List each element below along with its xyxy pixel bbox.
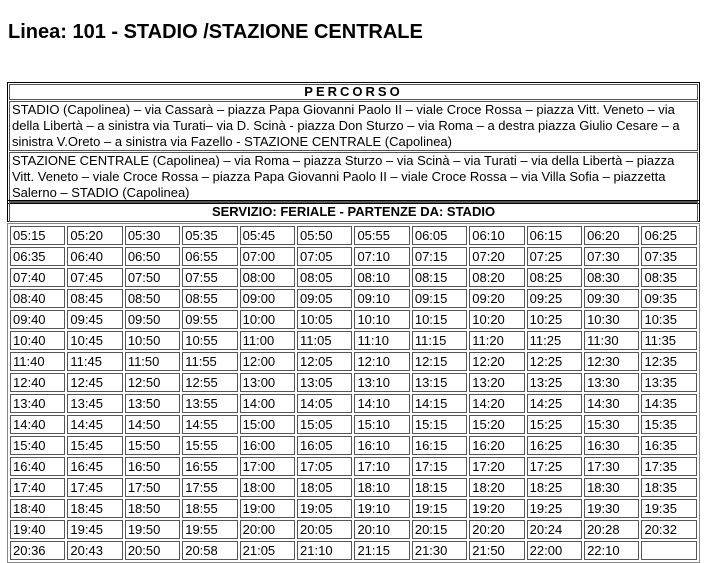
table-row xyxy=(10,499,697,518)
departure-time: 21:50 xyxy=(469,541,524,560)
departure-time: 05:35 xyxy=(182,226,237,245)
departure-time: 10:10 xyxy=(354,310,409,329)
departure-time: 11:35 xyxy=(641,331,697,350)
table-row xyxy=(10,394,697,413)
departure-time: 10:05 xyxy=(297,310,352,329)
departure-time: 05:20 xyxy=(67,226,122,245)
departure-time: 13:10 xyxy=(354,373,409,392)
departure-time: 13:35 xyxy=(641,373,697,392)
departure-time: 11:50 xyxy=(125,352,180,371)
departure-time: 18:15 xyxy=(412,478,467,497)
departure-time: 17:10 xyxy=(354,457,409,476)
departure-time: 11:15 xyxy=(412,331,467,350)
table-row xyxy=(10,331,697,350)
departure-time: 17:55 xyxy=(182,478,237,497)
departure-time: 15:05 xyxy=(297,415,352,434)
departure-time: 15:00 xyxy=(240,415,295,434)
departure-time: 17:30 xyxy=(584,457,639,476)
departure-time: 08:05 xyxy=(297,268,352,287)
departure-time: 22:00 xyxy=(527,541,582,560)
departure-time: 20:43 xyxy=(67,541,122,560)
departure-time: 08:45 xyxy=(67,289,122,308)
departure-time: 11:55 xyxy=(182,352,237,371)
departure-time: 20:20 xyxy=(469,520,524,539)
departure-time: 18:05 xyxy=(297,478,352,497)
departure-time: 06:25 xyxy=(641,226,697,245)
page-title: Linea: 101 - STADIO /STAZIONE CENTRALE xyxy=(8,21,423,43)
table-row xyxy=(10,352,697,371)
departure-time: 16:55 xyxy=(182,457,237,476)
departure-time: 18:00 xyxy=(240,478,295,497)
departure-time: 13:40 xyxy=(10,394,65,413)
departure-time: 16:20 xyxy=(469,436,524,455)
departure-time: 14:35 xyxy=(641,394,697,413)
departure-time: 07:20 xyxy=(469,247,524,266)
departure-time: 13:45 xyxy=(67,394,122,413)
departure-time: 11:10 xyxy=(354,331,409,350)
departure-time: 15:10 xyxy=(354,415,409,434)
departure-time: 17:25 xyxy=(527,457,582,476)
departure-time: 20:00 xyxy=(240,520,295,539)
departure-time: 05:55 xyxy=(354,226,409,245)
departure-time: 16:30 xyxy=(584,436,639,455)
departure-time: 12:50 xyxy=(125,373,180,392)
departure-time: 10:30 xyxy=(584,310,639,329)
departure-time: 11:00 xyxy=(240,331,295,350)
departure-time: 12:45 xyxy=(67,373,122,392)
departure-time: 15:25 xyxy=(527,415,582,434)
departure-time: 13:25 xyxy=(527,373,582,392)
departure-time: 18:25 xyxy=(527,478,582,497)
departure-time: 09:15 xyxy=(412,289,467,308)
departure-time: 09:40 xyxy=(10,310,65,329)
departure-time: 06:55 xyxy=(182,247,237,266)
departure-time: 18:20 xyxy=(469,478,524,497)
departure-time: 08:55 xyxy=(182,289,237,308)
table-row xyxy=(10,457,697,476)
departure-time: 19:45 xyxy=(67,520,122,539)
departure-time: 06:20 xyxy=(584,226,639,245)
departure-time: 22:10 xyxy=(584,541,639,560)
departure-time: 14:40 xyxy=(10,415,65,434)
departure-time: 12:15 xyxy=(412,352,467,371)
departure-time: 16:40 xyxy=(10,457,65,476)
departure-time: 18:45 xyxy=(67,499,122,518)
departure-time: 07:55 xyxy=(182,268,237,287)
departure-time: 21:05 xyxy=(240,541,295,560)
departure-time: 10:00 xyxy=(240,310,295,329)
departure-time: 21:10 xyxy=(297,541,352,560)
departure-time: 13:50 xyxy=(125,394,180,413)
departure-time: 16:05 xyxy=(297,436,352,455)
table-row xyxy=(10,436,697,455)
departure-time: 14:10 xyxy=(354,394,409,413)
departure-time: 17:00 xyxy=(240,457,295,476)
departure-time: 21:30 xyxy=(412,541,467,560)
departure-time: 19:20 xyxy=(469,499,524,518)
table-row xyxy=(10,541,697,560)
departure-time: 08:10 xyxy=(354,268,409,287)
departure-time: 13:30 xyxy=(584,373,639,392)
departure-time: 20:10 xyxy=(354,520,409,539)
table-row xyxy=(10,373,697,392)
departure-time: 10:55 xyxy=(182,331,237,350)
departure-time: 14:45 xyxy=(67,415,122,434)
departure-time: 07:05 xyxy=(297,247,352,266)
departure-time: 09:20 xyxy=(469,289,524,308)
departure-time: 19:40 xyxy=(10,520,65,539)
departure-time: 17:40 xyxy=(10,478,65,497)
departure-time: 14:30 xyxy=(584,394,639,413)
departure-time: 07:30 xyxy=(584,247,639,266)
departure-time: 07:10 xyxy=(354,247,409,266)
departure-time: 15:45 xyxy=(67,436,122,455)
departure-time: 09:00 xyxy=(240,289,295,308)
departure-time: 20:15 xyxy=(412,520,467,539)
departure-time: 16:45 xyxy=(67,457,122,476)
departure-time: 08:40 xyxy=(10,289,65,308)
departure-time: 18:40 xyxy=(10,499,65,518)
departure-time: 07:50 xyxy=(125,268,180,287)
departure-time: 11:45 xyxy=(67,352,122,371)
table-row xyxy=(10,415,697,434)
departure-time: 16:35 xyxy=(641,436,697,455)
departure-time: 08:00 xyxy=(240,268,295,287)
departure-time: 19:15 xyxy=(412,499,467,518)
departure-time: 10:50 xyxy=(125,331,180,350)
departure-time: 15:40 xyxy=(10,436,65,455)
departure-time: 05:15 xyxy=(10,226,65,245)
service-banner xyxy=(7,200,700,222)
departure-time: 10:25 xyxy=(527,310,582,329)
departure-time: 08:25 xyxy=(527,268,582,287)
departure-time: 14:15 xyxy=(412,394,467,413)
departure-time: 19:35 xyxy=(641,499,697,518)
departure-time: 20:05 xyxy=(297,520,352,539)
departure-time: 14:50 xyxy=(125,415,180,434)
departure-time: 07:45 xyxy=(67,268,122,287)
departure-time: 10:15 xyxy=(412,310,467,329)
departure-time: 07:00 xyxy=(240,247,295,266)
departure-time: 07:25 xyxy=(527,247,582,266)
departure-time: 18:30 xyxy=(584,478,639,497)
departure-time: 17:50 xyxy=(125,478,180,497)
departure-time: 21:15 xyxy=(354,541,409,560)
departure-time: 13:00 xyxy=(240,373,295,392)
departures-table xyxy=(7,223,700,563)
departure-time: 14:55 xyxy=(182,415,237,434)
departure-time: 15:55 xyxy=(182,436,237,455)
departure-time: 05:45 xyxy=(240,226,295,245)
departure-time: 18:50 xyxy=(125,499,180,518)
departure-time: 07:15 xyxy=(412,247,467,266)
route-outbound: STADIO (Capolinea) – via Cassarà – piazza Papa Giovanni Paolo II – viale Croce Rossa – piazza Vitt. Veneto – via della Libertà – a sinistra via Turati– via D. Scinà - piazza Don Sturzo – via Roma – a destra piazza Giulio Cesare – a sinistra V.Oreto – a sinistra via Fazello - STAZIONE CENTRALE (Capolinea) xyxy=(9,101,698,151)
departure-time: 18:10 xyxy=(354,478,409,497)
departure-time: 11:30 xyxy=(584,331,639,350)
departure-time: 06:40 xyxy=(67,247,122,266)
departure-time: 08:35 xyxy=(641,268,697,287)
departure-time: 17:05 xyxy=(297,457,352,476)
departure-time: 07:40 xyxy=(10,268,65,287)
departure-time: 05:30 xyxy=(125,226,180,245)
departure-time: 13:55 xyxy=(182,394,237,413)
departure-time: 12:05 xyxy=(297,352,352,371)
departure-time: 14:25 xyxy=(527,394,582,413)
departure-time: 19:50 xyxy=(125,520,180,539)
departure-time: 07:35 xyxy=(641,247,697,266)
departure-time: 17:20 xyxy=(469,457,524,476)
departure-time: 06:35 xyxy=(10,247,65,266)
departure-time: 09:10 xyxy=(354,289,409,308)
departure-time: 13:15 xyxy=(412,373,467,392)
table-row xyxy=(10,520,697,539)
departure-time: 08:30 xyxy=(584,268,639,287)
departure-time: 14:20 xyxy=(469,394,524,413)
departure-time: 08:15 xyxy=(412,268,467,287)
departure-time: 09:35 xyxy=(641,289,697,308)
departure-time: 19:10 xyxy=(354,499,409,518)
departure-time: 20:28 xyxy=(584,520,639,539)
departure-time: 08:20 xyxy=(469,268,524,287)
table-row xyxy=(10,289,697,308)
route-table xyxy=(7,82,700,204)
departure-time: 10:20 xyxy=(469,310,524,329)
departure-time: 18:35 xyxy=(641,478,697,497)
departure-time: 05:50 xyxy=(297,226,352,245)
departure-time: 12:00 xyxy=(240,352,295,371)
departure-time: 16:15 xyxy=(412,436,467,455)
departure-time: 12:35 xyxy=(641,352,697,371)
departure-time: 20:32 xyxy=(641,520,697,539)
route-return: STAZIONE CENTRALE (Capolinea) – via Roma – piazza Sturzo – via Scinà – via Turati – via della Libertà – piazza Vitt. Veneto – viale Croce Rossa – piazza Papa Giovanni Paolo II – viale Croce Rossa – via Villa Sofia – piazzetta Salerno – STADIO (Capolinea) xyxy=(9,152,698,202)
departure-time: 20:58 xyxy=(182,541,237,560)
departure-time: 11:25 xyxy=(527,331,582,350)
departure-time: 12:30 xyxy=(584,352,639,371)
departure-time: 09:25 xyxy=(527,289,582,308)
departure-time: 12:40 xyxy=(10,373,65,392)
departure-time: 12:10 xyxy=(354,352,409,371)
departure-time: 13:05 xyxy=(297,373,352,392)
departure-time: 19:00 xyxy=(240,499,295,518)
departure-time: 11:05 xyxy=(297,331,352,350)
departure-time: 12:25 xyxy=(527,352,582,371)
departure-time: 09:05 xyxy=(297,289,352,308)
departure-time: 15:35 xyxy=(641,415,697,434)
departure-time: 06:50 xyxy=(125,247,180,266)
departure-time: 19:25 xyxy=(527,499,582,518)
departure-time: 16:10 xyxy=(354,436,409,455)
departure-time: 09:55 xyxy=(182,310,237,329)
departure-time: 06:10 xyxy=(469,226,524,245)
departure-time: 16:50 xyxy=(125,457,180,476)
departure-time xyxy=(641,541,697,560)
departure-time: 16:00 xyxy=(240,436,295,455)
departure-time: 19:05 xyxy=(297,499,352,518)
departure-time: 17:15 xyxy=(412,457,467,476)
table-row xyxy=(10,268,697,287)
departure-time: 08:50 xyxy=(125,289,180,308)
table-row xyxy=(10,226,697,245)
departure-time: 19:55 xyxy=(182,520,237,539)
departure-time: 09:50 xyxy=(125,310,180,329)
departure-time: 17:35 xyxy=(641,457,697,476)
departure-time: 15:20 xyxy=(469,415,524,434)
departure-time: 15:15 xyxy=(412,415,467,434)
departure-time: 10:40 xyxy=(10,331,65,350)
departure-time: 10:45 xyxy=(67,331,122,350)
service-label: SERVIZIO: FERIALE - PARTENZE DA: STADIO xyxy=(9,202,698,222)
departure-time: 11:20 xyxy=(469,331,524,350)
departure-time: 09:30 xyxy=(584,289,639,308)
departure-time: 11:40 xyxy=(10,352,65,371)
table-row xyxy=(10,310,697,329)
departure-time: 18:55 xyxy=(182,499,237,518)
departure-time: 20:50 xyxy=(125,541,180,560)
departure-time: 20:24 xyxy=(527,520,582,539)
table-row xyxy=(10,247,697,266)
departure-time: 13:20 xyxy=(469,373,524,392)
departure-time: 17:45 xyxy=(67,478,122,497)
departure-time: 06:15 xyxy=(527,226,582,245)
route-header: PERCORSO xyxy=(9,84,698,100)
table-row xyxy=(10,478,697,497)
departure-time: 14:00 xyxy=(240,394,295,413)
departure-time: 15:30 xyxy=(584,415,639,434)
departure-time: 20:36 xyxy=(10,541,65,560)
departure-time: 10:35 xyxy=(641,310,697,329)
departure-time: 19:30 xyxy=(584,499,639,518)
departure-time: 09:45 xyxy=(67,310,122,329)
departure-time: 16:25 xyxy=(527,436,582,455)
departure-time: 15:50 xyxy=(125,436,180,455)
departure-time: 12:55 xyxy=(182,373,237,392)
departure-time: 14:05 xyxy=(297,394,352,413)
departure-time: 12:20 xyxy=(469,352,524,371)
departure-time: 06:05 xyxy=(412,226,467,245)
